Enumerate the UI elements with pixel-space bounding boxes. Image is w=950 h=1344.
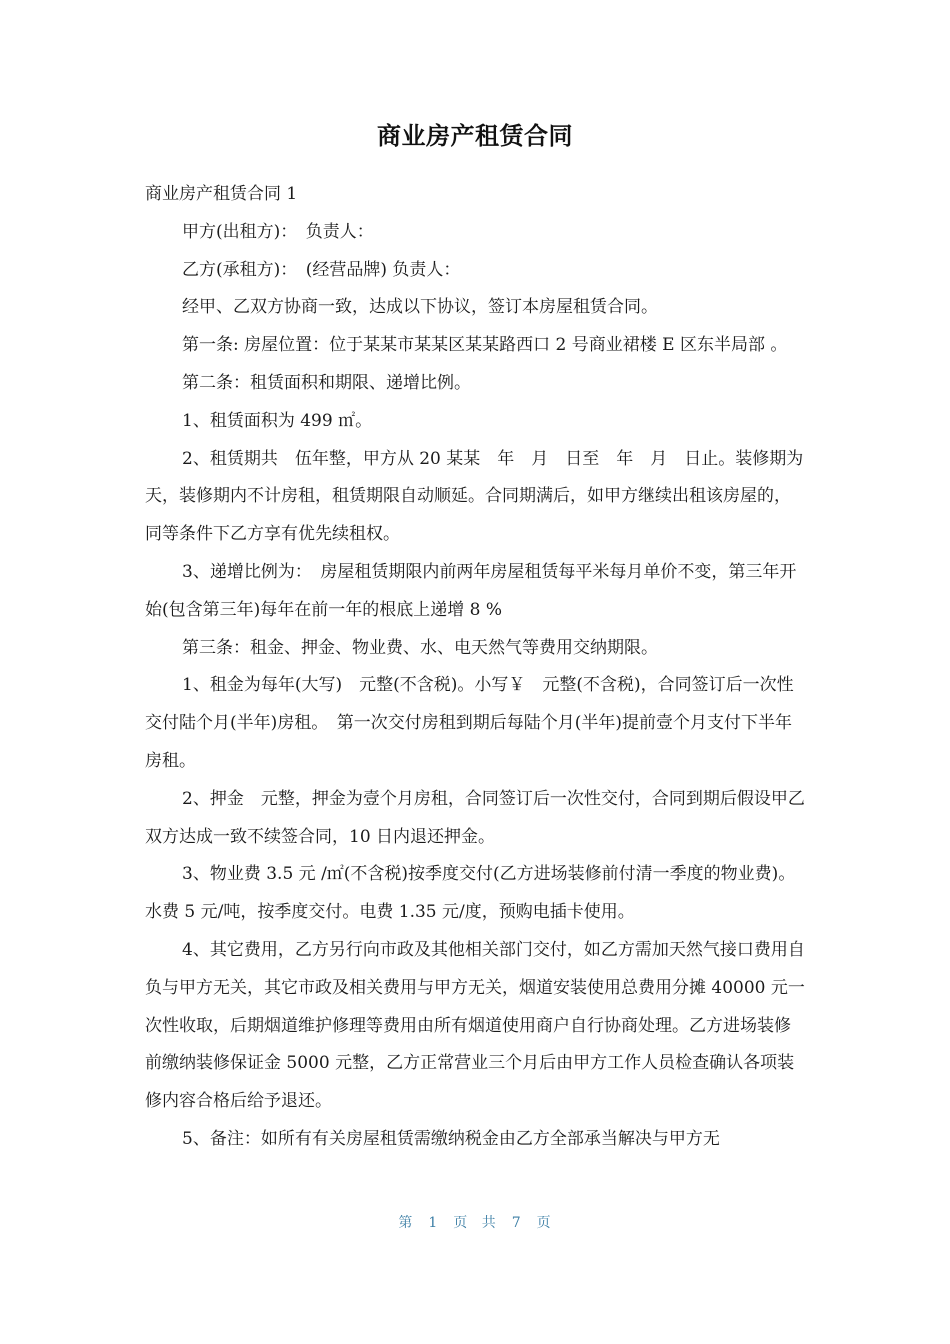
- article-3-item-2: 2、押金 元整，押金为壹个月房租，合同签订后一次性交付，合同到期后假设甲乙双方达成一致不续签合同，10 日内退还押金。: [145, 788, 805, 847]
- article-2-item-1: 1、租赁面积为 499 ㎡。: [182, 410, 373, 431]
- article-3-item-5: 5、备注：如所有有关房屋租赁需缴纳税金由乙方全部承当解决与甲方无: [182, 1128, 720, 1149]
- article-3-item-4: 4、其它费用，乙方另行向市政及其他相关部门交付，如乙方需加天然气接口费用自负与甲方无关，其它市政及相关费用与甲方无关，烟道安装使用总费用分摊 40000 元一次性收取，后期烟道维护修理等费用由所有烟道使用商户自行协商处理。乙方进场装修前缴纳装修保证金 5000 元整，乙方正常营业三个月后由甲方工作人员检查确认各项装修内容合格后给予退还。: [145, 939, 805, 1112]
- article-3-item-3: 3、物业费 3.5 元 /㎡(不含税)按季度交付(乙方进场装修前付清一季度的物业费)。 水费 5 元/吨，按季度交付。电费 1.35 元/度，预购电插卡使用。: [145, 864, 804, 923]
- article-3-item-1: 1、租金为每年(大写) 元整(不含税)。小写￥ 元整(不含税)，合同签订后一次性交付陆个月(半年)房租。 第一次交付房租到期后每陆个月(半年)提前壹个月支付下半年房租。: [145, 675, 794, 771]
- article-2-item-2: 2、租赁期共 伍年整，甲方从 20 某某 年 月 日至 年 月 日止。装修期为 天，装修期内不计房租，租赁期限自动顺延。合同期满后，如甲方继续出租该房屋的，同等条件下乙方享有优先续租权。: [145, 448, 821, 545]
- document-title: 商业房产租赁合同: [377, 122, 573, 150]
- page-number: 第 1 页 共 7 页: [398, 1215, 552, 1231]
- article-2-heading: 第二条：租赁面积和期限、递增比例。: [182, 372, 471, 393]
- agreement-intro: 经甲、乙双方协商一致，达成以下协议，签订本房屋租赁合同。: [182, 297, 658, 318]
- party-b-line: 乙方(承租方)： (经营品牌) 负责人：: [182, 259, 461, 280]
- article-1: 第一条: 房屋位置：位于某某市某某区某某路西口 2 号商业裙楼 E 区东半局部 。: [182, 335, 788, 356]
- document-body: [145, 176, 821, 1159]
- article-2-item-3: 3、递增比例为： 房屋租赁期限内前两年房屋租赁每平米每月单价不变，第三年开始(包含第三年)每年在前一年的根底上递增 8 %: [145, 561, 797, 620]
- article-3-heading: 第三条：租金、押金、物业费、水、电天然气等费用交纳期限。: [182, 637, 658, 658]
- contract-subtitle: 商业房产租赁合同 1: [145, 184, 298, 204]
- party-a-line: 甲方(出租方)： 负责人：: [182, 221, 374, 242]
